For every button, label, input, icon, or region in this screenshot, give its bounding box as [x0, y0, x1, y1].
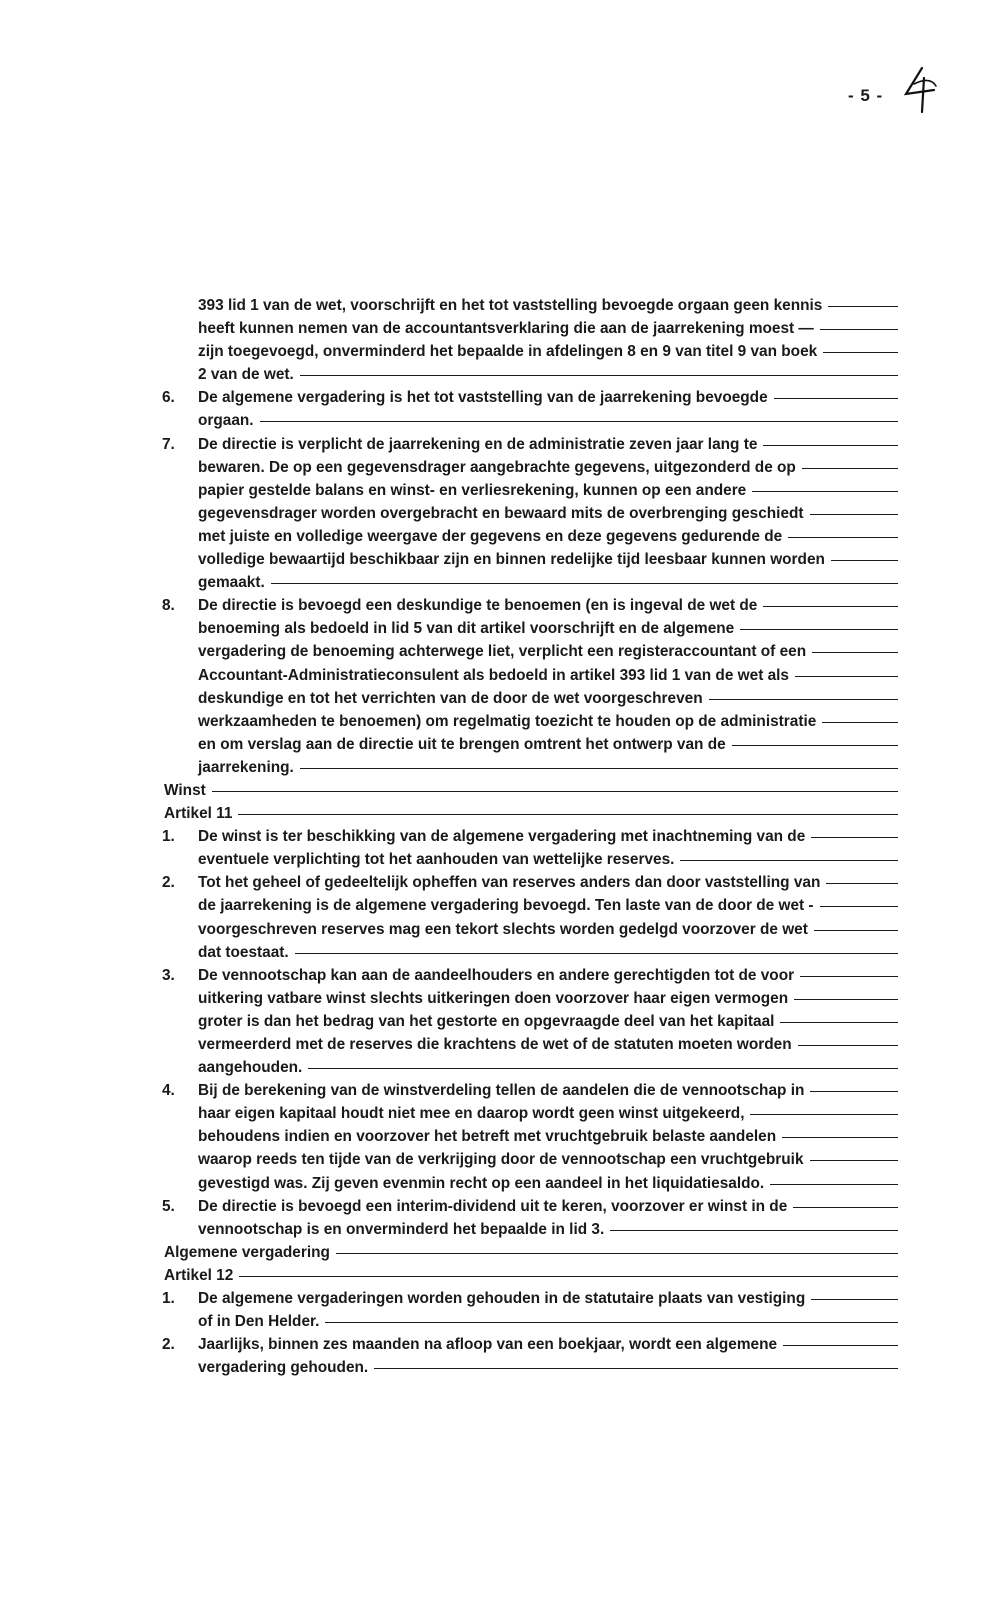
line-filler-dash — [774, 398, 898, 399]
text-line — [160, 664, 898, 687]
line-filler-dash — [336, 1253, 898, 1254]
line-text: dat toestaat. — [198, 943, 289, 961]
section-heading — [160, 1264, 898, 1287]
line-text: benoeming als bedoeld in lid 5 van dit artikel voorschrijft en de algemene — [198, 620, 735, 638]
text-line — [160, 571, 898, 594]
text-line — [160, 1148, 898, 1171]
text-line — [160, 1125, 898, 1148]
line-filler-dash — [828, 306, 898, 307]
line-filler-dash — [811, 1299, 898, 1300]
line-filler-dash — [239, 1276, 898, 1277]
line-text: papier gestelde balans en winst- en verliesrekening, kunnen op een andere — [198, 481, 747, 499]
line-text: De directie is bevoegd een interim-dividend uit te keren, voorzover er winst in de — [198, 1197, 788, 1215]
heading-text: Algemene vergadering — [164, 1243, 330, 1261]
item-number: 7. — [162, 435, 175, 453]
line-filler-dash — [238, 814, 898, 815]
text-line — [160, 640, 898, 663]
line-filler-dash — [732, 745, 898, 746]
text-line — [160, 894, 898, 917]
line-filler-dash — [300, 375, 898, 376]
line-text: 393 lid 1 van de wet, voorschrijft en het tot vaststelling bevoegde orgaan geen kennis — [198, 297, 823, 314]
line-filler-dash — [374, 1368, 898, 1369]
line-text: of in Den Helder. — [198, 1313, 320, 1331]
line-text: De winst is ter beschikking van de algemene vergadering met inachtneming van de — [198, 828, 806, 846]
line-text: De algemene vergaderingen worden gehouden in de statutaire plaats van vestiging — [198, 1290, 806, 1308]
line-text: met juiste en volledige weergave der gegevens en deze gegevens gedurende de — [198, 527, 783, 545]
line-filler-dash — [782, 1137, 898, 1138]
line-filler-dash — [800, 976, 898, 977]
section-heading — [160, 802, 898, 825]
text-line — [160, 479, 898, 502]
line-text: vennootschap is en onverminderd het bepaalde in lid 3. — [198, 1220, 605, 1238]
line-filler-dash — [763, 606, 898, 607]
line-filler-dash — [810, 1160, 898, 1161]
text-line — [160, 386, 898, 409]
line-text: 2 van de wet. — [198, 366, 294, 384]
text-line — [160, 340, 898, 363]
line-filler-dash — [752, 491, 898, 492]
text-line — [160, 941, 898, 964]
item-number: 1. — [162, 1290, 175, 1308]
item-number: 3. — [162, 966, 175, 984]
text-line — [160, 456, 898, 479]
text-line — [160, 1010, 898, 1033]
line-text: volledige bewaartijd beschikbaar zijn en binnen redelijke tijd leesbaar kunnen worden — [198, 551, 825, 569]
line-text: Tot het geheel of gedeeltelijk opheffen van reserves anders dan door vaststelling van — [198, 874, 821, 892]
line-filler-dash — [810, 514, 898, 515]
text-line — [160, 294, 898, 317]
line-text: De vennootschap kan aan de aandeelhouders en andere gerechtigden tot de voor — [198, 966, 795, 984]
line-text: De directie is verplicht de jaarrekening en de administratie zeven jaar lang te — [198, 435, 758, 453]
text-line — [160, 1056, 898, 1079]
line-text: groter is dan het bedrag van het gestorte en opgevraagde deel van het kapitaal — [198, 1012, 775, 1030]
item-number: 6. — [162, 389, 175, 407]
line-text: bewaren. De op een gegevensdrager aangebrachte gegevens, uitgezonderd de op — [198, 458, 796, 476]
line-filler-dash — [793, 1207, 898, 1208]
text-line — [160, 825, 898, 848]
text-line — [160, 1102, 898, 1125]
text-line — [160, 918, 898, 941]
line-text: werkzaamheden te benoemen) om regelmatig toezicht te houden op de administratie — [198, 712, 817, 730]
line-filler-dash — [788, 537, 898, 538]
section-heading — [160, 779, 898, 802]
text-line — [160, 317, 898, 340]
item-number: 2. — [162, 1336, 175, 1354]
line-filler-dash — [831, 560, 898, 561]
line-text: Bij de berekening van de winstverdeling tellen de aandelen die de vennootschap in — [198, 1082, 805, 1100]
item-number: 4. — [162, 1082, 175, 1100]
text-line — [160, 687, 898, 710]
line-filler-dash — [740, 629, 898, 630]
line-text: uitkering vatbare winst slechts uitkeringen doen voorzover haar eigen vermogen — [198, 989, 789, 1007]
text-line — [160, 710, 898, 733]
line-filler-dash — [770, 1184, 898, 1185]
line-filler-dash — [820, 329, 898, 330]
text-line — [160, 1333, 898, 1356]
line-text: eventuele verplichting tot het aanhouden van wettelijke reserves. — [198, 851, 675, 869]
item-number: 1. — [162, 828, 175, 846]
line-filler-dash — [763, 445, 898, 446]
line-text: voorgeschreven reserves mag een tekort slechts worden gedelgd voorzover de wet — [198, 920, 808, 938]
line-filler-dash — [798, 1045, 898, 1046]
line-filler-dash — [810, 1091, 898, 1092]
text-line — [160, 733, 898, 756]
item-number: 8. — [162, 597, 175, 615]
text-line — [160, 871, 898, 894]
line-text: heeft kunnen nemen van de accountantsverklaring die aan de jaarrekening moest — — [198, 320, 814, 338]
text-line — [160, 433, 898, 456]
line-filler-dash — [780, 1022, 898, 1023]
heading-text: Winst — [164, 781, 206, 799]
line-text: vermeerderd met de reserves die krachtens de wet of de statuten moeten worden — [198, 1036, 792, 1053]
line-text: haar eigen kapitaal houdt niet mee en daarop wordt geen winst uitgekeerd, — [198, 1105, 745, 1123]
line-text: aangehouden. — [198, 1059, 303, 1077]
text-line — [160, 1079, 898, 1102]
text-line — [160, 363, 898, 386]
heading-text: Artikel 11 — [164, 805, 233, 823]
line-filler-dash — [212, 791, 898, 792]
line-filler-dash — [300, 768, 898, 769]
line-text: gemaakt. — [198, 574, 265, 592]
text-line — [160, 548, 898, 571]
handwritten-initial-mark — [900, 64, 940, 116]
line-text: De directie is bevoegd een deskundige te benoemen (en is ingeval de wet de — [198, 597, 758, 615]
text-line — [160, 987, 898, 1010]
item-number: 2. — [162, 874, 175, 892]
line-text: waarop reeds ten tijde van de verkrijging door de vennootschap een vruchtgebruik — [198, 1151, 804, 1169]
line-text: orgaan. — [198, 412, 254, 430]
line-text: zijn toegevoegd, onverminderd het bepaalde in afdelingen 8 en 9 van titel 9 van boek — [198, 343, 818, 361]
line-text: jaarrekening. — [198, 758, 294, 776]
line-text: vergadering de benoeming achterwege liet, verplicht een registeraccountant of een — [198, 643, 807, 661]
section-heading — [160, 1241, 898, 1264]
line-filler-dash — [820, 906, 898, 907]
line-filler-dash — [325, 1322, 898, 1323]
text-line — [160, 617, 898, 640]
text-line — [160, 502, 898, 525]
line-filler-dash — [295, 953, 898, 954]
line-text: vergadering gehouden. — [198, 1359, 369, 1377]
text-line — [160, 1195, 898, 1218]
text-line — [160, 756, 898, 779]
line-text: De algemene vergadering is het tot vaststelling van de jaarrekening bevoegde — [198, 389, 768, 407]
line-filler-dash — [814, 930, 898, 931]
text-line — [160, 848, 898, 871]
line-filler-dash — [783, 1345, 898, 1346]
line-text: de jaarrekening is de algemene vergadering bevoegd. Ten laste van de door de wet - — [198, 897, 814, 915]
item-number: 5. — [162, 1197, 175, 1215]
line-filler-dash — [812, 652, 898, 653]
line-filler-dash — [260, 421, 898, 422]
line-filler-dash — [680, 860, 898, 861]
line-filler-dash — [271, 583, 898, 584]
line-text: deskundige en tot het verrichten van de door de wet voorgeschreven — [198, 689, 703, 707]
line-filler-dash — [750, 1114, 898, 1115]
text-line — [160, 1287, 898, 1310]
text-line — [160, 525, 898, 548]
line-filler-dash — [794, 999, 898, 1000]
text-line — [160, 409, 898, 432]
line-filler-dash — [308, 1068, 898, 1069]
line-filler-dash — [826, 883, 898, 884]
line-text: gevestigd was. Zij geven evenmin recht op een aandeel in het liquidatiesaldo. — [198, 1174, 765, 1192]
line-filler-dash — [795, 676, 898, 677]
text-line — [160, 1356, 898, 1379]
document-body — [160, 294, 898, 1379]
text-line — [160, 1310, 898, 1333]
line-filler-dash — [709, 699, 898, 700]
line-filler-dash — [610, 1230, 898, 1231]
line-text: Jaarlijks, binnen zes maanden na afloop van een boekjaar, wordt een algemene — [198, 1336, 778, 1354]
line-filler-dash — [802, 468, 898, 469]
text-line — [160, 1033, 898, 1056]
line-filler-dash — [822, 722, 898, 723]
text-line — [160, 1218, 898, 1241]
text-line — [160, 964, 898, 987]
heading-text: Artikel 12 — [164, 1266, 234, 1284]
text-line — [160, 594, 898, 617]
line-text: behoudens indien en voorzover het betreft met vruchtgebruik belaste aandelen — [198, 1128, 777, 1146]
line-text: en om verslag aan de directie uit te brengen omtrent het ontwerp van de — [198, 735, 726, 753]
line-text: Accountant-Administratieconsulent als bedoeld in artikel 393 lid 1 van de wet als — [198, 666, 789, 684]
line-text: gegevensdrager worden overgebracht en bewaard mits de overbrenging geschiedt — [198, 504, 804, 522]
line-filler-dash — [823, 352, 898, 353]
page-number: - 5 - — [848, 86, 884, 105]
text-line — [160, 1172, 898, 1195]
line-filler-dash — [811, 837, 898, 838]
